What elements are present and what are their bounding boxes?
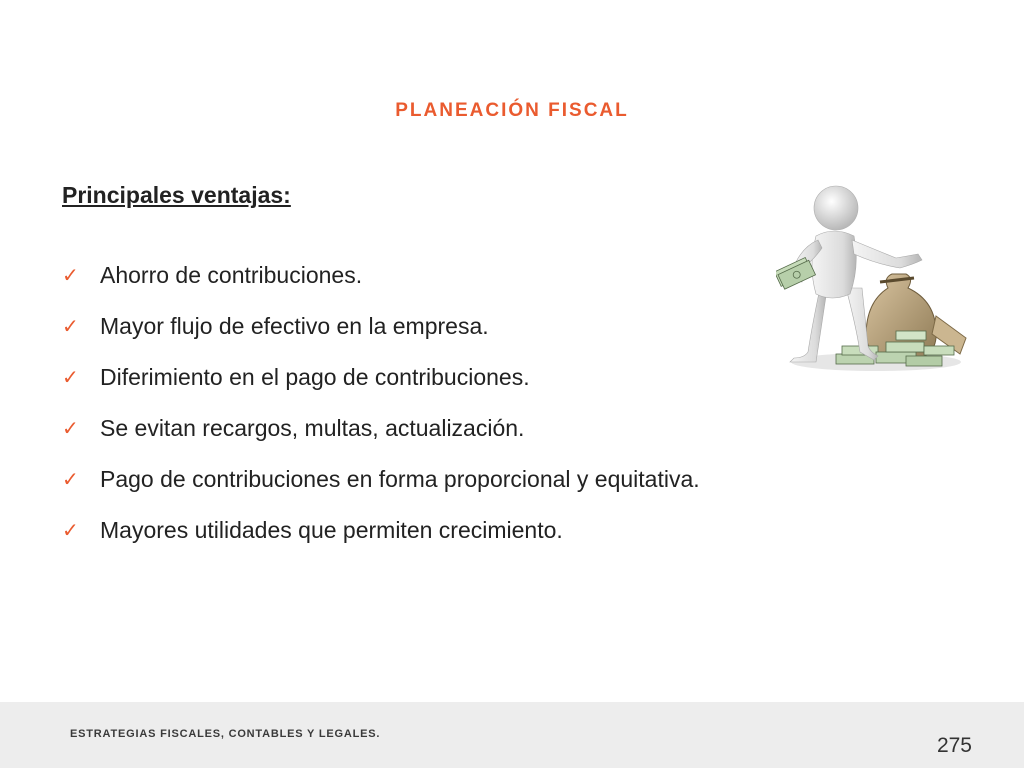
list-item — [62, 352, 700, 403]
list-item — [62, 505, 700, 556]
checkmark-icon: ✓ — [62, 367, 79, 389]
list-item-text: Ahorro de contribuciones. — [100, 262, 363, 288]
list-item — [62, 301, 700, 352]
checkmark-icon: ✓ — [62, 469, 79, 491]
checkmark-icon: ✓ — [62, 520, 79, 542]
list-item — [62, 403, 700, 454]
checkmark-icon: ✓ — [62, 418, 79, 440]
person-with-money-icon — [776, 176, 972, 382]
list-item — [62, 250, 700, 301]
list-item-text: Mayor flujo de efectivo en la empresa. — [100, 313, 489, 339]
list-item-text: Pago de contribuciones en forma proporcional y equitativa. — [100, 466, 700, 492]
list-item — [62, 454, 700, 505]
page-number: 275 — [936, 734, 972, 757]
list-item-text: Diferimiento en el pago de contribuciones. — [100, 364, 530, 390]
list-item-text: Se evitan recargos, multas, actualización. — [100, 415, 525, 441]
section-heading: Principales ventajas: — [62, 182, 291, 208]
checkmark-icon: ✓ — [62, 265, 79, 287]
advantages-list — [62, 250, 700, 556]
footer-text: ESTRATEGIAS FISCALES, CONTABLES Y LEGALES. — [70, 728, 381, 740]
list-item-text: Mayores utilidades que permiten crecimiento. — [100, 517, 563, 543]
footer — [0, 702, 1024, 768]
slide-title: PLANEACIÓN FISCAL — [395, 100, 629, 121]
checkmark-icon: ✓ — [62, 316, 79, 338]
